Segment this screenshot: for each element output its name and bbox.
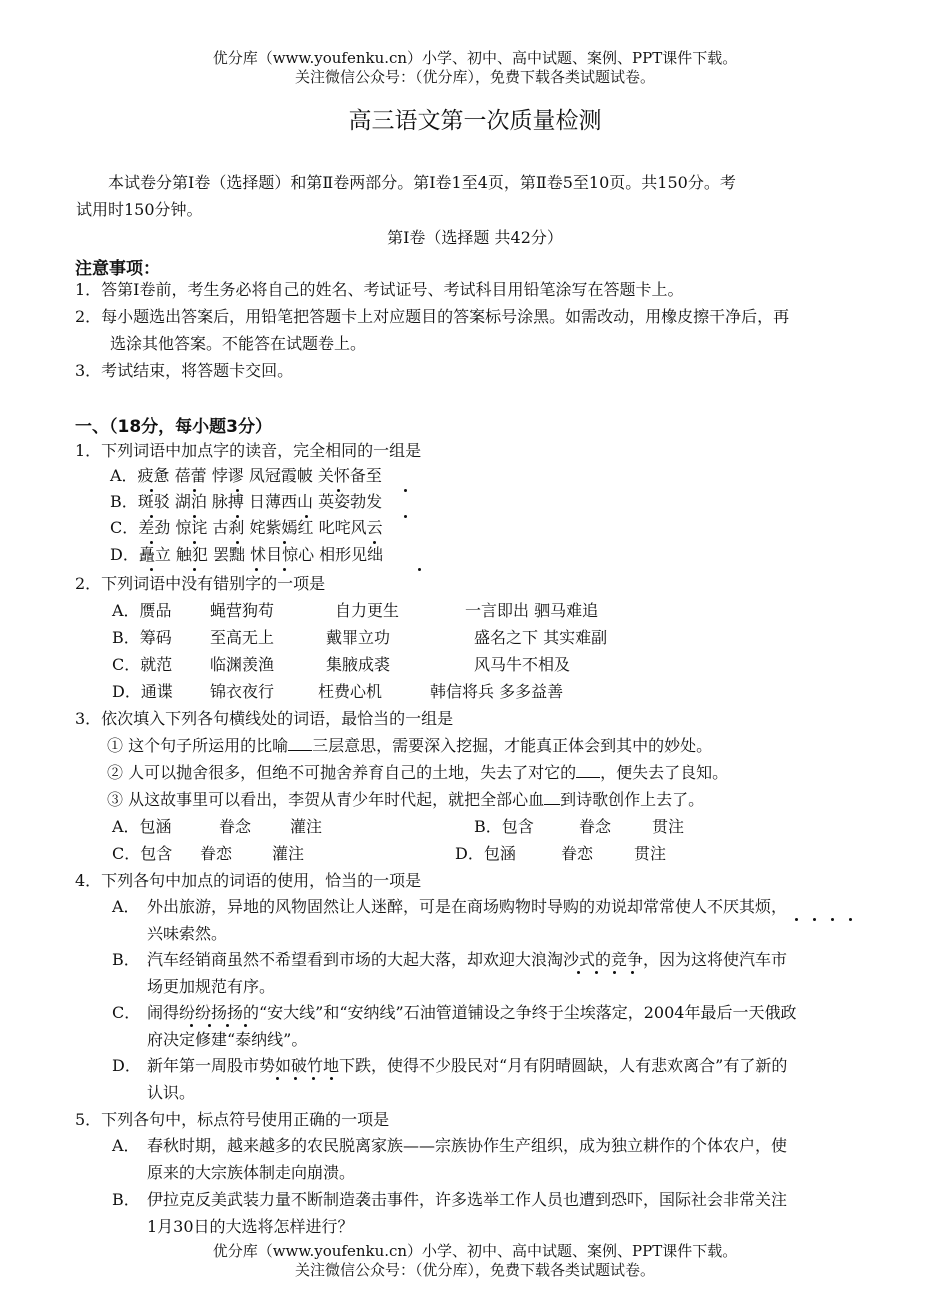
q2-d-word-4: 韩信将兵 多多益善 [430, 682, 564, 701]
q3-c-word-1: C．包含 [112, 844, 173, 863]
q5-stem: 5．下列各句中，标点符号使用正确的一项是 [75, 1110, 390, 1129]
q3-c-word-2: 眷恋 [200, 844, 233, 863]
q2-c-word-1: C．就范 [112, 655, 173, 674]
emphasis-dot [418, 568, 421, 571]
emphasis-dot [236, 515, 239, 518]
intro-line-1: 本试卷分第Ⅰ卷（选择题）和第Ⅱ卷两部分。第Ⅰ卷1至4页，第Ⅱ卷5至10页。共150分。考 [108, 173, 736, 192]
emphasis-dot [330, 1077, 333, 1080]
q4-b-label: B． [112, 950, 140, 969]
emphasis-dot [276, 1077, 279, 1080]
section1-heading: 一、（18分，每小题3分） [75, 417, 272, 437]
q2-a-word-1: A．赝品 [112, 601, 172, 620]
q3-d-word-3: 贯注 [634, 844, 667, 863]
q3-b-word-3: 贯注 [652, 817, 685, 836]
q2-b-word-1: B．筹码 [112, 628, 172, 647]
emphasis-dot [795, 918, 798, 921]
fill-blank [288, 736, 312, 751]
emphasis-dot [831, 918, 834, 921]
q3-s2-part-b: ，便失去了良知。 [600, 763, 729, 782]
q5-a-line-2: 原来的大宗族体制走向崩溃。 [147, 1163, 356, 1182]
emphasis-dot [283, 568, 286, 571]
q3-sentence-1 [107, 736, 712, 756]
emphasis-dot [190, 1024, 193, 1027]
header-line-2: 关注微信公众号：（优分库），免费下载各类试题试卷。 [294, 68, 655, 86]
q2-d-word-1: D．通谍 [112, 682, 173, 701]
emphasis-dot [193, 515, 196, 518]
q4-stem: 4．下列各句中加点的词语的使用，恰当的一项是 [75, 871, 422, 890]
q3-b-word-2: 眷念 [579, 817, 612, 836]
emphasis-dot [244, 1024, 247, 1027]
q4-c-line-2: 府决定修建“泰纳线”。 [147, 1030, 308, 1049]
q2-b-word-2: 至高无上 [210, 628, 275, 647]
q2-b-word-3: 戴罪立功 [326, 628, 391, 647]
q3-stem: 3．依次填入下列各句横线处的词语，最恰当的一组是 [75, 709, 454, 728]
q5-a-label: A． [112, 1136, 140, 1155]
q3-sentence-2 [107, 763, 728, 783]
emphasis-dot [208, 1024, 211, 1027]
q5-b-label: B． [112, 1190, 140, 1209]
q5-a-line-1: 春秋时期，越来越多的农民脱离家族——宗族协作生产组织，成为独立耕作的个体农户，使 [147, 1136, 788, 1155]
q3-s2-part-a: ② 人可以抛舍很多，但绝不可抛舍养育自己的土地，失去了对它的 [107, 763, 577, 782]
fill-blank [576, 763, 600, 778]
note-item-2: 2．每小题选出答案后，用铅笔把答题卡上对应题目的答案标号涂黑。如需改动，用橡皮擦干净后，再 [75, 307, 790, 326]
q1-option-d: D．矗立 触犯 罢黜 怵目惊心 相形见绌 [110, 545, 384, 564]
emphasis-dot [283, 541, 286, 544]
intro-line-2: 试用时150分钟。 [76, 200, 203, 219]
q1-stem: 1．下列词语中加点字的读音，完全相同的一组是 [75, 441, 422, 460]
emphasis-dot [150, 489, 153, 492]
q5-b-line-1: 伊拉克反美武装力量不断制造袭击事件，许多选举工作人员也遭到恐吓，国际社会非常关注 [147, 1190, 788, 1209]
emphasis-dot [312, 1077, 315, 1080]
emphasis-dot [595, 971, 598, 974]
q3-d-word-2: 眷恋 [561, 844, 594, 863]
q3-c-word-3: 灌注 [272, 844, 305, 863]
footer-line-1: 优分库（www.youfenku.cn）小学、初中、高中试题、案例、PPT课件下载。 [212, 1242, 738, 1260]
emphasis-dot [236, 489, 239, 492]
q4-b-line-2: 场更加规范有序。 [147, 977, 276, 996]
part1-title: 第Ⅰ卷（选择题 共42分） [387, 228, 563, 247]
emphasis-dot [150, 568, 153, 571]
q4-a-line-1: 外出旅游，异地的风物固然让人迷醉，可是在商场购物时导购的劝说却常常使人不厌其烦， [147, 897, 788, 916]
q2-d-word-2: 锦衣夜行 [210, 682, 275, 701]
fill-blank [544, 790, 560, 805]
q2-c-word-2: 临渊羡渔 [210, 655, 275, 674]
q4-a-line-2: 兴味索然。 [147, 924, 228, 943]
emphasis-dot [294, 1077, 297, 1080]
q3-a-word-2: 眷念 [219, 817, 252, 836]
q1-option-c: C．差劲 惊诧 古刹 姹紫嫣红 叱咤风云 [110, 518, 383, 537]
q2-b-word-4: 盛名之下 其实难副 [474, 628, 608, 647]
page-title: 高三语文第一次质量检测 [348, 108, 602, 134]
q3-sentence-3 [107, 790, 704, 810]
q3-a-word-1: A．包涵 [112, 817, 172, 836]
q2-a-word-2: 蝇营狗苟 [210, 601, 275, 620]
notes-heading: 注意事项： [75, 259, 160, 279]
q3-s3-part-a: ③ 从这故事里可以看出，李贺从青少年时代起，就把全部心血 [107, 790, 545, 809]
emphasis-dot [305, 515, 308, 518]
q3-a-word-3: 灌注 [290, 817, 323, 836]
q2-c-word-4: 风马牛不相及 [474, 655, 571, 674]
q3-s3-part-b: 到诗歌创作上去了。 [560, 790, 705, 809]
emphasis-dot [577, 971, 580, 974]
emphasis-dot [150, 515, 153, 518]
q2-a-word-4: 一言即出 驷马难追 [465, 601, 599, 620]
q1-option-a: A．疲惫 蓓蕾 悖谬 凤冠霞帔 关怀备至 [110, 466, 382, 485]
q4-a-label: A． [112, 897, 140, 916]
emphasis-dot [404, 515, 407, 518]
emphasis-dot [813, 918, 816, 921]
emphasis-dot [226, 1024, 229, 1027]
q2-d-word-3: 枉费心机 [318, 682, 383, 701]
q4-b-line-1: 汽车经销商虽然不希望看到市场的大起大落，却欢迎大浪淘沙式的竞争，因为这将使汽车市 [147, 950, 788, 969]
q4-d-line-2: 认识。 [147, 1083, 196, 1102]
q4-d-label: D． [112, 1056, 141, 1075]
q4-c-label: C． [112, 1003, 141, 1022]
emphasis-dot [849, 918, 852, 921]
emphasis-dot [150, 541, 153, 544]
q3-d-word-1: D．包涵 [455, 844, 516, 863]
emphasis-dot [236, 541, 239, 544]
emphasis-dot [613, 971, 616, 974]
emphasis-dot [337, 489, 340, 492]
emphasis-dot [404, 489, 407, 492]
emphasis-dot [255, 568, 258, 571]
emphasis-dot [193, 541, 196, 544]
q2-a-word-3: 自力更生 [335, 601, 400, 620]
q2-c-word-3: 集腋成裘 [326, 655, 391, 674]
footer-line-2: 关注微信公众号：（优分库），免费下载各类试题试卷。 [294, 1261, 655, 1279]
note-item-2-cont: 选涂其他答案。不能答在试题卷上。 [110, 334, 367, 353]
q1-option-b: B．斑驳 湖泊 脉搏 日薄西山 英姿勃发 [110, 492, 383, 511]
q5-b-line-2: 1月30日的大选将怎样进行？ [147, 1217, 354, 1236]
note-item-1: 1．答第Ⅰ卷前，考生务必将自己的姓名、考试证号、考试科目用铅笔涂写在答题卡上。 [75, 280, 684, 299]
q3-s1-part-b: 三层意思，需要深入挖掘，才能真正体会到其中的妙处。 [312, 736, 713, 755]
q3-b-word-1: B．包含 [474, 817, 534, 836]
q3-s1-part-a: ① 这个句子所运用的比喻 [107, 736, 289, 755]
header-line-1: 优分库（www.youfenku.cn）小学、初中、高中试题、案例、PPT课件下载。 [212, 49, 738, 67]
emphasis-dot [631, 971, 634, 974]
emphasis-dot [193, 489, 196, 492]
note-item-3: 3．考试结束，将答题卡交回。 [75, 361, 294, 380]
q4-c-line-1: 闹得纷纷扬扬的“安大线”和“安纳线”石油管道铺设之争终于尘埃落定，2004年最后一天俄政 [147, 1003, 797, 1022]
q4-d-line-1: 新年第一周股市势如破竹地下跌，使得不少股民对“月有阴晴圆缺，人有悲欢离合”有了新的 [147, 1056, 788, 1075]
emphasis-dot [373, 541, 376, 544]
emphasis-dot [193, 568, 196, 571]
q2-stem: 2．下列词语中没有错别字的一项是 [75, 574, 326, 593]
